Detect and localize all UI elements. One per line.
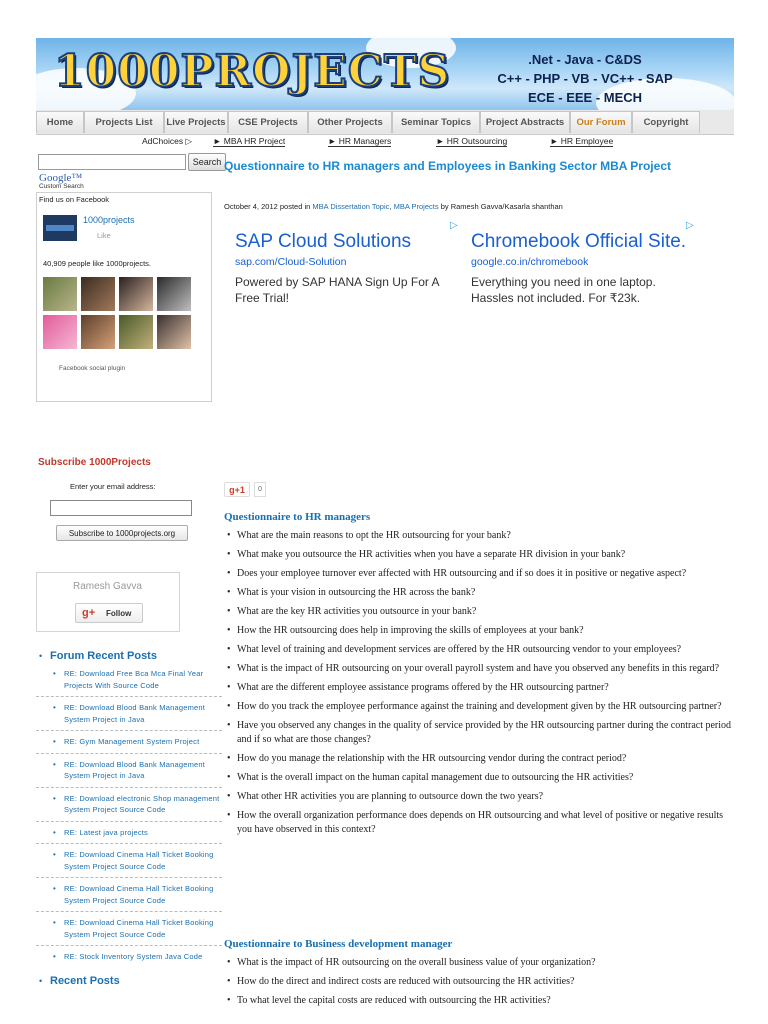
- fan-avatar[interactable]: [119, 315, 153, 349]
- forum-recent-posts: [36, 650, 222, 987]
- question-item: • How do you manage the relationship with the HR outsourcing vendor during the contract period?: [224, 752, 736, 766]
- forum-post-link[interactable]: • RE: Download Cinema Hall Ticket Booking System Project Source Code: [36, 849, 222, 878]
- ad-title[interactable]: SAP Cloud Solutions: [235, 231, 412, 252]
- question-item: • How do you track the employee performance against the training and development given by the HR outsourcing partner?: [224, 700, 736, 714]
- main-nav: [36, 110, 734, 135]
- nav-tab-our-forum[interactable]: Our Forum: [570, 111, 632, 133]
- nav-tab-seminar-topics[interactable]: Seminar Topics: [392, 111, 480, 133]
- adchoices-link[interactable]: AdChoices ▷: [142, 136, 193, 146]
- question-item: • To what level the capital costs are reduced with outsourcing the HR activities?: [224, 994, 736, 1008]
- ad-url[interactable]: google.co.in/chromebook: [471, 256, 589, 268]
- forum-post-link[interactable]: • RE: Latest java projects: [36, 827, 222, 845]
- tech-list: [440, 50, 730, 107]
- google-plus-badge: [36, 572, 180, 632]
- nav-tab-home[interactable]: Home: [36, 111, 84, 133]
- tech-row[interactable]: ECE - EEE - MECH: [527, 90, 643, 105]
- search-input[interactable]: [38, 154, 186, 170]
- search-button[interactable]: Search: [188, 153, 226, 171]
- question-item: • How the HR outsourcing does help in improving the skills of employees at your bank?: [224, 624, 736, 638]
- site-banner: [36, 38, 734, 110]
- post-meta-separator: ,: [389, 202, 392, 211]
- business-development-questions: [224, 956, 736, 1013]
- question-item: • What is the impact of HR outsourcing on the overall business value of your organization?: [224, 956, 736, 970]
- gplus-follow-label: Follow: [106, 609, 132, 618]
- forum-post-link[interactable]: • RE: Download Blood Bank Management System Project in Java: [36, 759, 222, 788]
- site-logo[interactable]: 1000PROJECTS: [54, 46, 451, 97]
- facebook-find-us: Find us on Facebook: [39, 195, 110, 204]
- question-item: • Have you observed any changes in the quality of service provided by the HR outsourcing partner during the contract period and if so what are those changes?: [224, 719, 736, 747]
- facebook-page-avatar[interactable]: [43, 215, 77, 241]
- ad-description: Everything you need in one laptop. Hassles not included. For ₹23k.: [471, 275, 656, 305]
- ad-sap-cloud[interactable]: [235, 230, 461, 306]
- post-category-link[interactable]: MBA Projects: [393, 202, 439, 211]
- question-item: • What are the main reasons to opt the HR outsourcing for your bank?: [224, 529, 736, 543]
- ad-link-hr-managers[interactable]: ► HR Managers: [328, 136, 392, 146]
- nav-tab-other-projects[interactable]: Other Projects: [308, 111, 392, 133]
- adchoices-icon[interactable]: ▷: [450, 220, 458, 231]
- facebook-like-button[interactable]: Like: [97, 231, 111, 240]
- question-item: • How do the direct and indirect costs are reduced with outsourcing the HR activities?: [224, 975, 736, 989]
- post-category-link[interactable]: MBA Dissertation Topic: [312, 202, 390, 211]
- fan-avatar[interactable]: [81, 277, 115, 311]
- subscribe-button[interactable]: Subscribe to 1000projects.org: [56, 525, 188, 541]
- email-input[interactable]: [50, 500, 192, 516]
- fan-avatar[interactable]: [157, 277, 191, 311]
- post-date: October 4, 2012 posted in: [224, 202, 311, 211]
- fan-avatar[interactable]: [157, 315, 191, 349]
- ad-url[interactable]: sap.com/Cloud-Solution: [235, 256, 347, 268]
- gplus-follow-button[interactable]: [75, 603, 143, 623]
- forum-post-link[interactable]: • RE: Download Free Bca Mca Final Year Projects With Source Code: [36, 668, 222, 697]
- subscribe-prompt: Enter your email address:: [70, 482, 156, 491]
- fan-avatar[interactable]: [43, 315, 77, 349]
- section-heading-business-development: Questionnaire to Business development manager: [224, 938, 453, 950]
- nav-tab-live-projects[interactable]: Live Projects: [164, 111, 228, 133]
- tech-row[interactable]: .Net - Java - C&DS: [528, 52, 642, 67]
- question-item: • Does your employee turnover ever affected with HR outsourcing and if so does it in positive or negative aspect?: [224, 567, 736, 581]
- tech-row[interactable]: C++ - PHP - VB - VC++ - SAP: [497, 71, 673, 86]
- forum-post-link[interactable]: • RE: Download Cinema Hall Ticket Booking System Project Source Code: [36, 883, 222, 912]
- question-item: • What are the key HR activities you outsource in your bank?: [224, 605, 736, 619]
- gplus-one-count: 0: [254, 482, 266, 497]
- ad-link-hr-employee[interactable]: ► HR Employee: [550, 136, 614, 146]
- hr-managers-questions: [224, 529, 736, 842]
- nav-tab-project-abstracts[interactable]: Project Abstracts: [480, 111, 570, 133]
- question-item: • What level of training and development services are offered by the HR outsourcing vendor to your employees?: [224, 643, 736, 657]
- nav-tab-projects-list[interactable]: Projects List: [84, 111, 164, 133]
- forum-post-link[interactable]: • RE: Download Blood Bank Management System Project in Java: [36, 702, 222, 731]
- post-title[interactable]: Questionnaire to HR managers and Employees in Banking Sector MBA Project: [224, 159, 671, 173]
- facebook-fans-grid: [43, 277, 207, 347]
- gplus-profile-name[interactable]: Ramesh Gavva: [73, 581, 142, 592]
- post-meta: [224, 202, 563, 211]
- bullet-icon: •: [39, 651, 43, 661]
- post-author: by Ramesh Gavva/Kasarla shanthan: [440, 202, 563, 211]
- forum-post-link[interactable]: • RE: Gym Management System Project: [36, 736, 222, 754]
- question-item: • What are the different employee assistance programs offered by the HR outsourcing partner?: [224, 681, 736, 695]
- ad-links-row: [36, 135, 734, 149]
- fan-avatar[interactable]: [81, 315, 115, 349]
- forum-post-link[interactable]: • RE: Stock Inventory System Java Code: [36, 951, 222, 963]
- forum-post-link[interactable]: • RE: Download Cinema Hall Ticket Booking System Project Source Code: [36, 917, 222, 946]
- fan-avatar[interactable]: [43, 277, 77, 311]
- forum-post-link[interactable]: • RE: Download electronic Shop management System Project Source Code: [36, 793, 222, 822]
- facebook-plugin-label: Facebook social plugin: [59, 365, 126, 372]
- question-item: • What is the impact of HR outsourcing on your overall payroll system and have you observed any benefits in this regard?: [224, 662, 736, 676]
- facebook-people-like: 40,909 people like 1000projects.: [43, 259, 151, 268]
- ad-chromebook[interactable]: [471, 230, 697, 306]
- question-item: • What other HR activities you are planning to outsource down the two years?: [224, 790, 736, 804]
- fan-avatar[interactable]: [119, 277, 153, 311]
- ad-description: Powered by SAP HANA Sign Up For A Free Trial!: [235, 275, 439, 305]
- page: [36, 38, 734, 1024]
- subscribe-heading: Subscribe 1000Projects: [38, 457, 151, 468]
- forum-recent-posts-heading: Forum Recent Posts: [50, 650, 157, 662]
- gplus-one-button[interactable]: g+1: [224, 482, 250, 497]
- logo-mini-icon: [46, 225, 74, 231]
- question-item: • What make you outsource the HR activities when you have a separate HR division in your bank?: [224, 548, 736, 562]
- facebook-page-name[interactable]: 1000projects: [83, 215, 135, 225]
- ad-link-mba-hr-project[interactable]: ► MBA HR Project: [213, 136, 286, 146]
- question-item: • What is your vision in outsourcing the HR across the bank?: [224, 586, 736, 600]
- google-logo: Google™: [39, 172, 83, 184]
- nav-tab-copyright[interactable]: Copyright: [632, 111, 700, 133]
- facebook-widget: [36, 192, 212, 402]
- bullet-icon: •: [39, 975, 43, 986]
- google-custom-search-label: Custom Search: [39, 183, 84, 190]
- adchoices-icon[interactable]: ▷: [686, 220, 694, 231]
- nav-tab-cse-projects[interactable]: CSE Projects: [228, 111, 308, 133]
- question-item: • What is the overall impact on the human capital management due to outsourcing the HR activities?: [224, 771, 736, 785]
- question-item: • How the overall organization performance does depends on HR outsourcing and what level of positive or negative results you have observed in this context?: [224, 809, 736, 837]
- recent-posts-heading: Recent Posts: [50, 974, 120, 987]
- ad-link-hr-outsourcing[interactable]: ► HR Outsourcing: [436, 136, 508, 146]
- ad-title[interactable]: Chromebook Official Site.: [471, 231, 687, 252]
- gplus-icon: g+: [82, 607, 96, 619]
- section-heading-hr-managers: Questionnaire to HR managers: [224, 511, 371, 523]
